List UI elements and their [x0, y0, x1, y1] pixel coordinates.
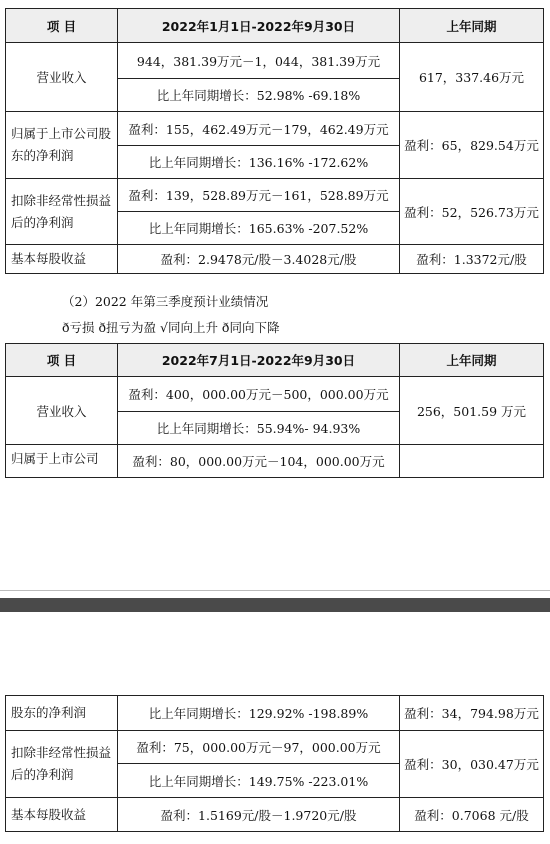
- value-range: 盈利：155，462.49万元－179，462.49万元: [118, 112, 400, 146]
- row-label: 扣除非经常性损益后的净利润: [6, 179, 118, 245]
- prior-value: 盈利：1.3372元/股: [400, 245, 544, 274]
- row-label: 营业收入: [6, 377, 118, 445]
- q3-forecast-table-continued: [5, 695, 544, 832]
- row-label: 归属于上市公司: [6, 445, 118, 478]
- growth-range: 比上年同期增长：136.16% -172.62%: [118, 146, 400, 179]
- row-label: 扣除非经常性损益后的净利润: [6, 731, 118, 798]
- legend-options: ð亏损 ð扭亏为盈 √同向上升 ð同向下降: [62, 320, 280, 335]
- annual-forecast-table: [5, 8, 544, 274]
- growth-range: 比上年同期增长：55.94%- 94.93%: [118, 412, 400, 445]
- growth-range: 比上年同期增长：149.75% -223.01%: [118, 764, 400, 798]
- prior-value: 盈利：30，030.47万元: [400, 731, 544, 798]
- row-label: 营业收入: [6, 43, 118, 112]
- value-range: 盈利：1.5169元/股－1.9720元/股: [118, 798, 400, 832]
- value-range: 盈利：400，000.00万元－500，000.00万元: [118, 377, 400, 412]
- growth-range: 比上年同期增长：52.98% -69.18%: [118, 79, 400, 112]
- section-title: （2）2022 年第三季度预计业绩情况: [62, 294, 269, 309]
- value-range: 盈利：75，000.00万元－97，000.00万元: [118, 731, 400, 764]
- header-period: 2022年1月1日-2022年9月30日: [118, 9, 400, 43]
- prior-value: 256，501.59 万元: [400, 377, 544, 445]
- header-period: 2022年7月1日-2022年9月30日: [118, 344, 400, 377]
- prior-value: 盈利：34，794.98万元: [400, 696, 544, 731]
- prior-value: 盈利：65，829.54万元: [400, 112, 544, 179]
- header-prior-period: 上年同期: [400, 9, 544, 43]
- prior-value: 617，337.46万元: [400, 43, 544, 112]
- growth-range: 比上年同期增长：129.92% -198.89%: [118, 696, 400, 731]
- row-label: 股东的净利润: [6, 696, 118, 731]
- prior-value: 盈利：0.7068 元/股: [400, 798, 544, 832]
- row-label: 归属于上市公司股东的净利润: [6, 112, 118, 179]
- q3-forecast-table: [5, 343, 544, 478]
- row-label: 基本每股收益: [6, 798, 118, 832]
- page-break-divider: [0, 598, 550, 612]
- value-range: 盈利：139，528.89万元－161，528.89万元: [118, 179, 400, 212]
- prior-value: 盈利：52，526.73万元: [400, 179, 544, 245]
- value-range: 盈利：2.9478元/股－3.4028元/股: [118, 245, 400, 274]
- value-range: 盈利：80，000.00万元－104，000.00万元: [118, 445, 400, 478]
- prior-value: [400, 445, 544, 478]
- growth-range: 比上年同期增长：165.63% -207.52%: [118, 212, 400, 245]
- page-edge: [0, 590, 550, 591]
- header-item: 项 目: [6, 9, 118, 43]
- value-range: 944，381.39万元－1，044，381.39万元: [118, 43, 400, 79]
- header-item: 项 目: [6, 344, 118, 377]
- row-label: 基本每股收益: [6, 245, 118, 274]
- header-prior-period: 上年同期: [400, 344, 544, 377]
